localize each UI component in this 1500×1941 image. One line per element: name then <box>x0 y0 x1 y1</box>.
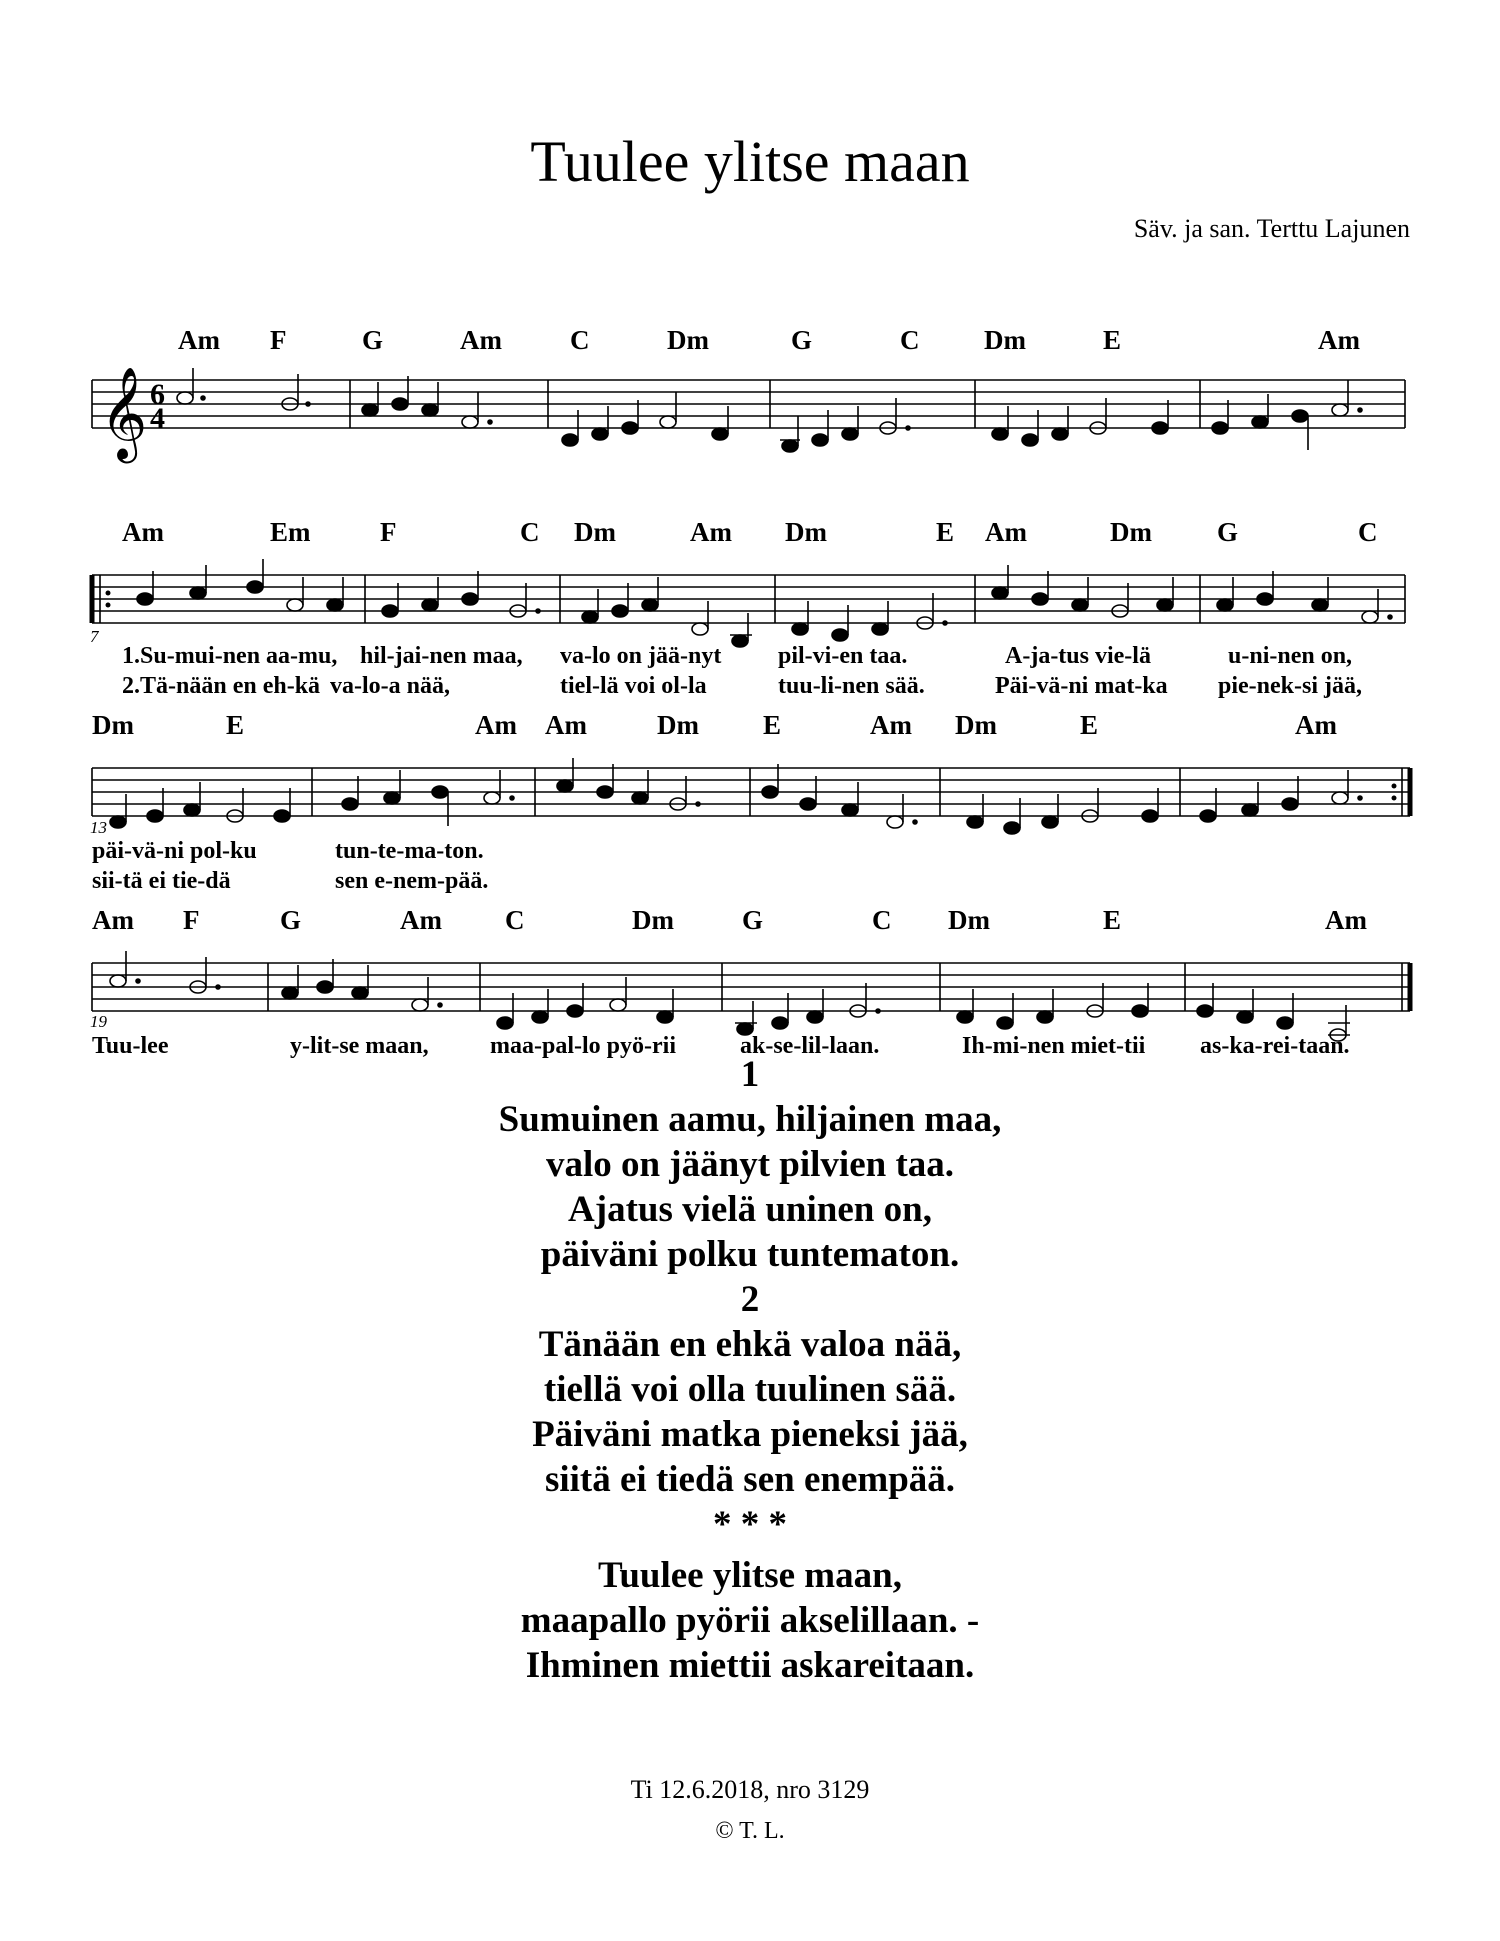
lyric: pil-vi-en taa. <box>778 643 908 669</box>
chord: Dm <box>984 325 1026 355</box>
verse-line: tiellä voi olla tuulinen sää. <box>543 1369 957 1410</box>
chord: Am <box>400 905 442 935</box>
chord: C <box>1358 517 1378 547</box>
chord-row-4 <box>0 905 1500 945</box>
lyric: u-ni-nen on, <box>1228 643 1353 669</box>
lyric: pie-nek-si jää, <box>1218 673 1362 699</box>
lyrics-text-block <box>0 1052 1500 1688</box>
chord: Am <box>178 325 220 355</box>
measure-number: 19 <box>90 1012 107 1031</box>
chord: F <box>270 325 287 355</box>
chord: E <box>936 517 955 547</box>
chord: Em <box>270 517 311 547</box>
lyric: ak-se-lil-laan. <box>740 1033 880 1059</box>
chord: G <box>791 325 813 355</box>
chord: C <box>900 325 920 355</box>
lyric: va-lo on jää-nyt <box>560 643 722 669</box>
verse-number: 1 <box>740 1054 760 1095</box>
chord: G <box>1217 517 1239 547</box>
chord: G <box>742 905 764 935</box>
chord: Am <box>475 710 517 740</box>
lyric: Tuu-lee <box>92 1033 169 1059</box>
chord: C <box>505 905 525 935</box>
verse-line: Sumuinen aamu, hiljainen maa, <box>498 1099 1002 1140</box>
chord: E <box>763 710 782 740</box>
chord: E <box>1103 905 1122 935</box>
chord: Dm <box>632 905 674 935</box>
chord: F <box>380 517 397 547</box>
separator: * * * <box>713 1504 787 1545</box>
verse-line: Ajatus vielä uninen on, <box>568 1189 932 1230</box>
refrain-line: Tuulee ylitse maan, <box>598 1555 902 1596</box>
chord: Dm <box>785 517 827 547</box>
lyric: päi-vä-ni pol-ku <box>92 838 257 864</box>
song-title: Tuulee ylitse maan <box>530 129 970 194</box>
chord: Dm <box>948 905 990 935</box>
chord: Am <box>1325 905 1367 935</box>
chord: C <box>872 905 892 935</box>
chord: C <box>520 517 540 547</box>
verse-line: päiväni polku tuntematon. <box>540 1234 960 1275</box>
verse-line: siitä ei tiedä sen enempää. <box>544 1459 956 1500</box>
staff-1 <box>0 360 1500 480</box>
chord: Am <box>985 517 1027 547</box>
lyric: 1.Su-mui-nen aa-mu, <box>122 643 338 669</box>
lyric: sii-tä ei tie-dä <box>92 868 231 894</box>
verse-number: 2 <box>740 1279 760 1320</box>
chord: C <box>570 325 590 355</box>
lyric: y-lit-se maan, <box>290 1033 429 1059</box>
chord: Am <box>92 905 134 935</box>
chord: Am <box>1295 710 1337 740</box>
composer-credit: Säv. ja san. Terttu Lajunen <box>1133 214 1410 243</box>
copyright: © T. L. <box>715 1818 785 1844</box>
chord: Dm <box>92 710 134 740</box>
date-line: Ti 12.6.2018, nro 3129 <box>630 1775 870 1804</box>
lyric: 2.Tä-nään en eh-kä <box>122 673 321 699</box>
lyric: tiel-lä voi ol-la <box>560 673 707 699</box>
lyric: tuu-li-nen sää. <box>778 673 925 699</box>
chord: Dm <box>667 325 709 355</box>
lyric-line-verse-2 <box>0 673 1500 709</box>
lyric: maa-pal-lo pyö-rii <box>490 1033 676 1059</box>
chord-row-2 <box>0 517 1500 557</box>
lyric: as-ka-rei-taan. <box>1200 1033 1350 1059</box>
chord-row-1 <box>0 325 1500 365</box>
lyric: tun-te-ma-ton. <box>335 838 484 864</box>
chord: E <box>226 710 245 740</box>
chord: F <box>183 905 200 935</box>
verse-line: Päiväni matka pieneksi jää, <box>532 1414 968 1455</box>
measure-number: 7 <box>90 627 99 646</box>
chord: Am <box>460 325 502 355</box>
chord: Dm <box>574 517 616 547</box>
lyric: va-lo-a nää, <box>330 673 450 699</box>
chord: Am <box>1318 325 1360 355</box>
chord: Am <box>122 517 164 547</box>
chord: Dm <box>955 710 997 740</box>
lyric: sen e-nem-pää. <box>335 868 489 894</box>
treble-clef-icon: 𝄞 <box>100 366 148 459</box>
measure-number: 13 <box>90 818 107 837</box>
lyric-line-verse-2 <box>0 868 1500 904</box>
refrain-line: maapallo pyörii akselillaan. - <box>520 1600 980 1641</box>
lyric: Ih-mi-nen miet-tii <box>962 1033 1146 1059</box>
chord: Am <box>690 517 732 547</box>
chord-row-3 <box>0 710 1500 750</box>
chord: Am <box>870 710 912 740</box>
chord: G <box>280 905 302 935</box>
chord: Dm <box>657 710 699 740</box>
chord: E <box>1103 325 1122 355</box>
verse-line: valo on jäänyt pilvien taa. <box>545 1144 955 1185</box>
refrain-line: Ihminen miettii askareitaan. <box>525 1645 975 1686</box>
lyric: A-ja-tus vie-lä <box>1005 643 1151 669</box>
lyric: Päi-vä-ni mat-ka <box>995 673 1168 699</box>
chord: G <box>362 325 384 355</box>
time-signature-top: 6 <box>150 378 165 411</box>
verse-line: Tänään en ehkä valoa nää, <box>538 1324 962 1365</box>
lyric: hil-jai-nen maa, <box>360 643 523 669</box>
time-signature-bottom: 4 <box>150 402 165 435</box>
chord: Dm <box>1110 517 1152 547</box>
chord: Am <box>545 710 587 740</box>
chord: E <box>1080 710 1099 740</box>
